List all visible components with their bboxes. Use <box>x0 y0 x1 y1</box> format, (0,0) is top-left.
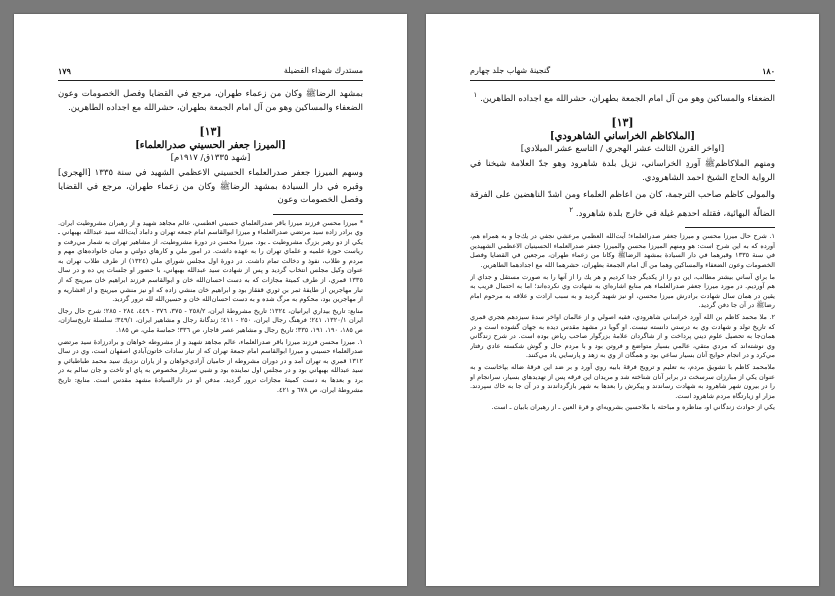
body-paragraph: بمشهد الرضاﷺ وكان من زعماء طهران، مرجع في القضايا وفصل الخصومات وعون الضعفاء والمساكين وهو من آل امام الجمعة بطهران، حشرالله مع اجداده الطاهرين. <box>58 89 363 113</box>
footnote-mark: ١ <box>473 90 478 99</box>
footnote: ١. ميرزا محسن فرزند ميرزا باقر صدرالعلماء، عالم مجاهد شهيد و از مشروطه خواهان و برادرزادهٔ سيد مرتضي صدرالعلماء حسيني و ميرزا ابوالقاسم امام جمعهٔ تهران كه از تبار سادات خاتون‌آبادي اصفهان است، وي در سال ١٣١٢ قمري به تهران آمد و در دوران مشروطه از حاميان آزادي‌خواهان و از ياران نزديك سيد محمد طباطبائي و سيد عبدالله بهبهاني بود و در مجلس اول نماينده بود و شبي سردار مخصوص به پاي او تاخت و جان سالم به در برد و بعدها به دست كميتهٔ مجازات ترور گرديد. مدفن او در دارالسيادهٔ مشهد مقدس است. منابع: تاريخ مشروطهٔ ايران، ص ٦٧٨ و ٤٢١. <box>58 337 363 394</box>
footnote: ٢. ملا محمد كاظم بن الله آورد خراساني شاهرودي، فقيه اصولي و از عالمان اواخر سدهٔ سيزدهم هجري قمري كه تاريخ تولد و شهادت وي به درستي دانسته نيست. او گويا در مشهد مقدس ديده به جهان گشوده است و در همان‌جا به تحصيل علوم ديني پرداخت و از شاگردان علامهٔ بزرگوار صاحب رياض بوده است. در شرح زندگاني وي نوشته‌اند كه مردي متقي، عالمي بسيار متواضع و فروتن بود و با مردم حال و گوش شكسته عادي رفتار مي‌كرد و در انجام حوايج آنان بسيار ساعي بود و همگان از وي به زهد و پارسايي ياد مي‌كنند. <box>470 312 775 360</box>
running-title: مستدرك شهداء الفضيلة <box>283 66 363 75</box>
body-text: الضعفاء والمساكين وهو من آل امام الجمعة بطهران، حشرالله مع اجداده الطاهرين. <box>480 93 775 104</box>
body-paragraph: وسهم الميرزا جعفر صدرالعلماء الحسيني الاعظمي الشهيد في سنة ١٣٣٥ [الهجري] وقبره في دار السيادة بمشهد الرضاﷺ وكان من زعماء طهران، مرجع في القضايا وفصل الخصومات وعون <box>58 168 363 205</box>
page-header <box>470 64 775 81</box>
footnote: منابع: تاريخ بيداري ايرانيان، ١٣٢٤؛ تاريخ مشروطهٔ ايران، ٢٥٨/٢ - ٣٧٥، ٣٧٦ - ٤٤٩، ٢٨٤ - ٢٨٥؛ شرح حال رجال ايران ١٣٢٠/١، ٢٤١؛ فرهنگ رجال ايران، ٢٥٠ - ٤١١؛ زندگانهٔ رجال و مشاهير ايران، ٣٤٩/١؛ سلسلهٔ تاريخ‌سازان، ص ١٨٥، ١٩٠، ١٩١، ٣٣٥؛ تاريخ رجال و مشاهير عصر قاجار، ص ٣٣٦؛ حماسهٔ ملي، ص ١٨٥. <box>58 306 363 335</box>
right-page <box>426 14 819 586</box>
running-title: گنجينهٔ شهاب جلد چهارم <box>470 66 551 75</box>
page-header <box>58 64 363 81</box>
section-number: [١٣] <box>611 116 634 130</box>
footnote: ما براي آساني بيشتر مطالب، اين دو را از يكديگر جدا كرديم و هر يك را از آنها را به صورت مستقل و جداي از هم آورديم. در مورد ميرزا جعفر صدرالعلماء هم منابع اشاره‌اي به شهادت وي نكرده‌اند؛ اما به احتمال قريب به يقين در همان سال شهادت برادرش ميرزا محسن، او نيز شهيد گرديد و به سبب ارادت و علاقه به مرحوم امام رضاﷺ در آن جا دفن گرديد. <box>470 272 775 310</box>
footnote-mark: ٢ <box>569 204 574 214</box>
page-content <box>58 88 363 562</box>
page-content <box>470 88 775 562</box>
body-paragraph <box>470 88 775 106</box>
section-number: [١٣] <box>199 125 222 138</box>
footnote: ١. شرح حال ميرزا محسن و ميرزا جعفر صدرالعلماء؛ آيت‌الله العظمي مرعشي نجفي در يك‌جا و به همراه هم، آورده كه به اين شرح است: هو ومنهم الميرزا محسن والميرزا جعفر صدرالعلماء الحسينيان الاعظمي الشهيدين في سنة ١٣٣٥ وقبرهما في دار السيادة بمشهد الرضاﷺ وكانا من زعماء طهران، مرجعين في القضايا وفصل الخصومات وعون الضعفاء والمساكين وهما من آل امام الجمعة بطهران، حشرهما الله مع اجدادهما الطاهرين. <box>470 232 775 269</box>
footnote-divider <box>273 214 363 215</box>
body-paragraph: ومنهم الملاكاظمﷺ آوردِ الخراساني، نزيل بلدة شاهرود وهو جدّ العلامة شيخنا في الرواية الحاج الشيخ احمد الشاهرودي. <box>470 159 775 183</box>
section-title: [الميرزا جعفر الحسيني صدرالعلماء] <box>135 140 286 151</box>
left-page <box>14 14 407 586</box>
section-date: [شهد ١٣٣٥ق/ ١٩١٧م] <box>170 153 251 163</box>
body-paragraph <box>470 189 775 221</box>
page-number: ١٧٩ <box>58 66 71 76</box>
page-number: ١٨٠ <box>762 66 775 76</box>
body-text: والمولى كاظم صاحب الترجمة، كان من اعاظم العلماء ومن اشدّ الناهضين على الفرقة الضالّة البهائية، فقتله احدهم غيلة في خارج بلدة شاهرود. <box>470 190 775 219</box>
section-title: [الملاكاظم الخراساني الشاهرودي] <box>549 131 696 143</box>
footnote-divider <box>685 227 775 228</box>
section-date: [اواخر القرن الثالث عشر الهجري / التاسع عشر الميلادي] <box>520 144 725 155</box>
footnote: ملامحمد كاظم با تشويق مردم، به تعليم و ترويج فرقهٔ بابيه روي آورد و بر ضد اين فرقهٔ ضاله بپاخاست و به عنوان يكي از مبارزان سرسخت در برابر آنان شناخته شد و مريدان اين فرقه پس از تهديدهاي بسيار، سرانجام او را در بيرون شهر شاهرود به شهادت رساندند و پيكرش را بعدها به شهر بازگرداندند و در آن جا به خاك سپردند. مزار او زيارتگاه مردم شاهرود است. <box>470 362 775 400</box>
footnote: * ميرزا محسن فرزند ميرزا باقر صدرالعلماي حسيني افطسي، عالم مجاهد شهيد و از رهبران مشروطيت ايران. وي برادر زاده سيد مرتضي صدرالعلماء و ميرزا ابوالقاسم امام جمعه تهران و داماد آيت‌الله سيد عبدالله بهبهاني ـ يكي از دو رهبر بزرگ مشروطيت ـ بود. ميرزا محسن در دورهٔ مشروطيت، از مشاهير تهران به شمار مي‌رفت و رياست حوزهٔ علميه و علماي تهران را به عهده داشت. در امور ملي و كارهاي دولتي و ميان خانواده‌هاي مهم و مردم و طلاب، نفوذ و دخالت تمام داشت. در دورهٔ اول مجلس شوراي ملي (١٣٢٤) از طرف طلاب تهران به عنوان وكيل مجلس انتخاب گرديد و پس از شهادت سيد عبدالله بهبهاني، با حضور او جلسات پي ده و در سال ١٣٣٥ قمري، از طرف كميتهٔ مجازات كه به دست احسان‌الله خان و ابوالقاسم فرزند ابراهيم خان ميرپنج كه از تبار مهاجرين از طايفهٔ ثمر بن ثوري قفقاز بود و ابراهيم خان منشي زاده كه او نيز منشي ميرپنج و از افشاريه و از مهاجرين بود، محكوم به مرگ شده و به دست احسان‌الله خان و حسين‌الله لله ترور گرديد. <box>58 218 363 304</box>
footnote: يكي از حوادث زندگاني او، مناظره و مباحثه با ملاحسين بشرويه‌اي و قرة العين ـ از رهبران بابيان ـ است. <box>491 403 775 412</box>
